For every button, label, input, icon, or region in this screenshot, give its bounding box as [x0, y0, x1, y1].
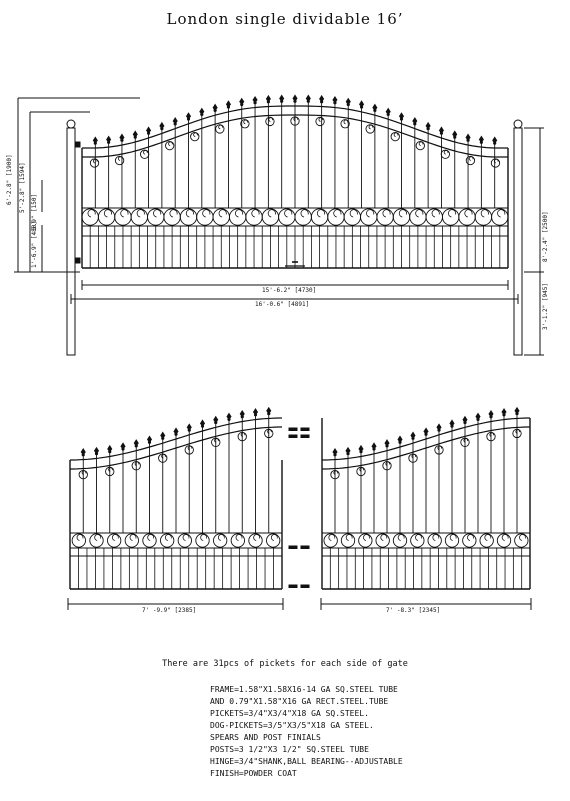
scroll-ornament	[445, 534, 458, 547]
spear-finial	[200, 420, 204, 425]
finial-collar	[135, 445, 137, 447]
finial-collar	[477, 418, 479, 420]
post-cap	[514, 120, 522, 128]
finial-collar	[108, 141, 110, 143]
post-cap	[67, 120, 75, 128]
scroll-ornament	[90, 159, 98, 167]
spear-finial	[134, 440, 138, 445]
spear-finial	[227, 413, 231, 418]
spear-finial	[466, 134, 470, 139]
scroll-ornament	[266, 534, 279, 547]
scroll-ornament	[492, 209, 508, 225]
spear-finial	[492, 137, 496, 142]
spear-finial	[319, 95, 323, 100]
spec-line: FINISH=POWDER COAT	[210, 769, 297, 778]
finial-collar	[281, 100, 283, 102]
spear-finial	[279, 95, 283, 100]
scroll-ornament	[191, 132, 199, 140]
spear-finial	[398, 436, 402, 441]
scroll-ornament	[391, 132, 399, 140]
hinge	[75, 258, 80, 263]
finial-collar	[161, 128, 163, 130]
finial-collar	[241, 103, 243, 105]
spear-finial	[93, 137, 97, 142]
full-gate-elevation	[67, 95, 522, 355]
connector-bracket	[301, 585, 309, 588]
dim-scroll-gap: 5.9" [150]	[31, 193, 38, 230]
spear-finial	[147, 436, 151, 441]
scroll-ornament	[160, 534, 173, 547]
finial-collar	[321, 101, 323, 103]
finial-collar	[201, 113, 203, 115]
finial-collar	[386, 445, 388, 447]
scroll-ornament	[178, 534, 191, 547]
dim-post-height: 8'-2.4" [2500]	[542, 211, 549, 262]
scroll-ornament	[115, 156, 123, 164]
finial-collar	[187, 118, 189, 120]
finial-collar	[490, 416, 492, 418]
spear-finial	[253, 409, 257, 414]
scroll-ornament	[393, 209, 409, 225]
dim-right-leaf-width: 7' -8.3" [2345]	[386, 607, 441, 614]
finial-collar	[440, 132, 442, 134]
finial-collar	[427, 128, 429, 130]
spear-finial	[346, 98, 350, 103]
dim-lower-section: 1'-6.9" [480]	[31, 221, 38, 268]
scroll-ornament	[140, 150, 148, 158]
connector-bracket	[289, 546, 297, 549]
scroll-ornament	[328, 209, 344, 225]
scroll-ornament	[316, 117, 324, 125]
dim-left-leaf-width: 7' -9.9" [2385]	[142, 607, 197, 614]
spear-finial	[373, 104, 377, 109]
finial-collar	[175, 433, 177, 435]
finial-collar	[373, 448, 375, 450]
finial-collar	[503, 414, 505, 416]
spec-line: HINGE=3/4"SHANK,BALL BEARING--ADJUSTABLE	[210, 757, 403, 766]
finial-collar	[214, 109, 216, 111]
scroll-ornament	[231, 534, 244, 547]
scroll-ornament	[475, 209, 491, 225]
spear-finial	[450, 420, 454, 425]
spear-finial	[333, 97, 337, 102]
dim-opening-width: 16'-0.6" [4891]	[255, 301, 310, 308]
spear-finial	[213, 104, 217, 109]
finial-collar	[94, 142, 96, 144]
spear-finial	[133, 131, 137, 136]
spear-finial	[186, 113, 190, 118]
scroll-ornament	[216, 125, 224, 133]
scroll-ornament	[376, 534, 389, 547]
finial-collar	[228, 418, 230, 420]
finial-collar	[412, 437, 414, 439]
scroll-ornament	[131, 209, 147, 225]
finial-collar	[464, 421, 466, 423]
finial-collar	[347, 453, 349, 455]
dim-post-below: 3'-1.2" [945]	[542, 283, 549, 330]
scroll-ornament	[497, 534, 510, 547]
finial-collar	[134, 136, 136, 138]
spear-finial	[81, 449, 85, 454]
scroll-ornament	[213, 209, 229, 225]
spear-finial	[463, 416, 467, 421]
scroll-ornament	[441, 150, 449, 158]
spear-finial	[479, 136, 483, 141]
scroll-ornament	[428, 534, 441, 547]
spear-finial	[306, 95, 310, 100]
spear-finial	[453, 131, 457, 136]
finial-collar	[241, 416, 243, 418]
scroll-ornament	[366, 125, 374, 133]
finial-collar	[267, 101, 269, 103]
finial-collar	[451, 425, 453, 427]
spear-finial	[359, 101, 363, 106]
spear-finial	[489, 411, 493, 416]
scroll-ornament	[164, 209, 180, 225]
spear-finial	[240, 411, 244, 416]
connector-bracket	[301, 428, 309, 431]
spec-list	[210, 684, 403, 780]
spear-finial	[200, 108, 204, 113]
scroll-ornament	[166, 141, 174, 149]
finial-collar	[215, 421, 217, 423]
scroll-ornament	[279, 209, 295, 225]
spec-line: POSTS=3 1/2"X3 1/2" SQ.STEEL TUBE	[210, 745, 369, 754]
finial-collar	[387, 113, 389, 115]
finial-collar	[227, 106, 229, 108]
page-title: London single dividable 16’	[166, 10, 404, 28]
leaf-connector-brackets	[289, 428, 309, 588]
finial-collar	[121, 139, 123, 141]
scroll-ornament	[344, 209, 360, 225]
scroll-ornament	[359, 534, 372, 547]
finial-collar	[122, 448, 124, 450]
scroll-ornament	[180, 209, 196, 225]
right-gate-leaf	[322, 407, 530, 589]
scroll-ornament	[143, 534, 156, 547]
finial-collar	[307, 100, 309, 102]
spear-finial	[121, 443, 125, 448]
finial-collar	[162, 437, 164, 439]
scroll-ornament	[148, 209, 164, 225]
scroll-ornament	[229, 209, 245, 225]
scroll-ornament	[249, 534, 262, 547]
dim-overall-height: 6'-2.8" [1900]	[6, 154, 13, 205]
finial-collar	[254, 102, 256, 104]
spear-finial	[411, 432, 415, 437]
finial-collar	[414, 123, 416, 125]
spear-finial	[424, 428, 428, 433]
scroll-ornament	[115, 209, 131, 225]
spear-finial	[386, 108, 390, 113]
spear-finial	[359, 445, 363, 450]
spear-finial	[267, 407, 271, 412]
finial-collar	[147, 132, 149, 134]
finial-collar	[360, 106, 362, 108]
finial-collar	[516, 413, 518, 415]
spear-finial	[399, 113, 403, 118]
scroll-ornament	[197, 209, 213, 225]
scroll-ornament	[295, 209, 311, 225]
finial-collar	[467, 139, 469, 141]
scroll-ornament	[466, 156, 474, 164]
scroll-ornament	[377, 209, 393, 225]
hinge	[75, 142, 80, 147]
dim-picket-top-height: 5'-2.8" [1594]	[19, 162, 26, 213]
finial-collar	[254, 414, 256, 416]
finial-collar	[174, 123, 176, 125]
scroll-ornament	[72, 534, 85, 547]
spear-finial	[214, 416, 218, 421]
finial-collar	[399, 441, 401, 443]
connector-bracket	[289, 585, 297, 588]
spear-finial	[174, 428, 178, 433]
finial-collar	[294, 100, 296, 102]
spear-finial	[515, 407, 519, 412]
spear-finial	[266, 95, 270, 100]
scroll-ornament	[266, 117, 274, 125]
spear-finial	[240, 98, 244, 103]
spec-line: SPEARS AND POST FINIALS	[210, 733, 321, 742]
spear-finial	[187, 424, 191, 429]
connector-bracket	[301, 435, 309, 438]
spear-finial	[253, 97, 257, 102]
spear-finial	[173, 118, 177, 123]
scroll-ornament	[125, 534, 138, 547]
scroll-ornament	[107, 534, 120, 547]
spear-finial	[120, 134, 124, 139]
scroll-ornament	[480, 534, 493, 547]
spear-finial	[94, 447, 98, 452]
finial-collar	[438, 429, 440, 431]
finial-collar	[400, 118, 402, 120]
spear-finial	[439, 127, 443, 132]
scroll-ornament	[213, 534, 226, 547]
spear-finial	[372, 443, 376, 448]
spear-finial	[160, 122, 164, 127]
spear-finial	[502, 409, 506, 414]
scroll-ornament	[459, 209, 475, 225]
spear-finial	[161, 432, 165, 437]
spear-finial	[146, 127, 150, 132]
spec-line: DOG-PICKETS=3/5"X3/5"X18 GA STEEL.	[210, 721, 374, 730]
scroll-ornament	[246, 209, 262, 225]
spear-finial	[385, 440, 389, 445]
connector-bracket	[289, 428, 297, 431]
finial-collar	[268, 413, 270, 415]
scroll-ornament	[393, 534, 406, 547]
finial-collar	[188, 429, 190, 431]
finial-collar	[494, 142, 496, 144]
scroll-ornament	[410, 209, 426, 225]
finial-collar	[109, 451, 111, 453]
finial-collar	[360, 451, 362, 453]
finial-collar	[425, 433, 427, 435]
finial-collar	[95, 453, 97, 455]
left-gate-leaf	[70, 407, 282, 589]
spec-line: AND 0.79"X1.58"X16 GA RECT.STEEL.TUBE	[210, 697, 389, 706]
finial-collar	[374, 109, 376, 111]
spec-line: FRAME=1.58"X1.58X16-14 GA SQ.STEEL TUBE	[210, 685, 398, 694]
finial-collar	[347, 103, 349, 105]
scroll-ornament	[262, 209, 278, 225]
scroll-ornament	[324, 534, 337, 547]
spear-finial	[476, 413, 480, 418]
spear-finial	[437, 424, 441, 429]
scroll-ornament	[426, 209, 442, 225]
finial-collar	[334, 102, 336, 104]
scroll-ornament	[416, 141, 424, 149]
spear-finial	[333, 449, 337, 454]
spear-finial	[106, 136, 110, 141]
spear-finial	[293, 95, 297, 100]
spear-finial	[226, 101, 230, 106]
spec-line: PICKETS=3/4"X3/4"X18 GA SQ.STEEL.	[210, 709, 369, 718]
scroll-ornament	[463, 534, 476, 547]
scroll-ornament	[196, 534, 209, 547]
scroll-ornament	[311, 209, 327, 225]
left-post	[67, 128, 75, 355]
connector-bracket	[301, 546, 309, 549]
finial-collar	[201, 425, 203, 427]
scroll-ornament	[98, 209, 114, 225]
finial-collar	[480, 141, 482, 143]
finial-collar	[454, 136, 456, 138]
scroll-ornament	[411, 534, 424, 547]
spear-finial	[346, 447, 350, 452]
scroll-ornament	[341, 534, 354, 547]
scroll-ornament	[361, 209, 377, 225]
finial-collar	[82, 454, 84, 456]
scroll-ornament	[442, 209, 458, 225]
scroll-ornament	[82, 209, 98, 225]
finial-collar	[148, 441, 150, 443]
right-post	[514, 128, 522, 355]
scroll-ornament	[90, 534, 103, 547]
scroll-ornament	[491, 159, 499, 167]
spear-finial	[426, 122, 430, 127]
dim-gate-width: 15'-6.2" [4730]	[262, 287, 317, 294]
finial-collar	[334, 454, 336, 456]
spear-finial	[108, 445, 112, 450]
scroll-ornament	[515, 534, 528, 547]
spear-finial	[413, 118, 417, 123]
picket-count-note: There are 31pcs of pickets for each side of gate	[162, 659, 408, 669]
connector-bracket	[289, 435, 297, 438]
